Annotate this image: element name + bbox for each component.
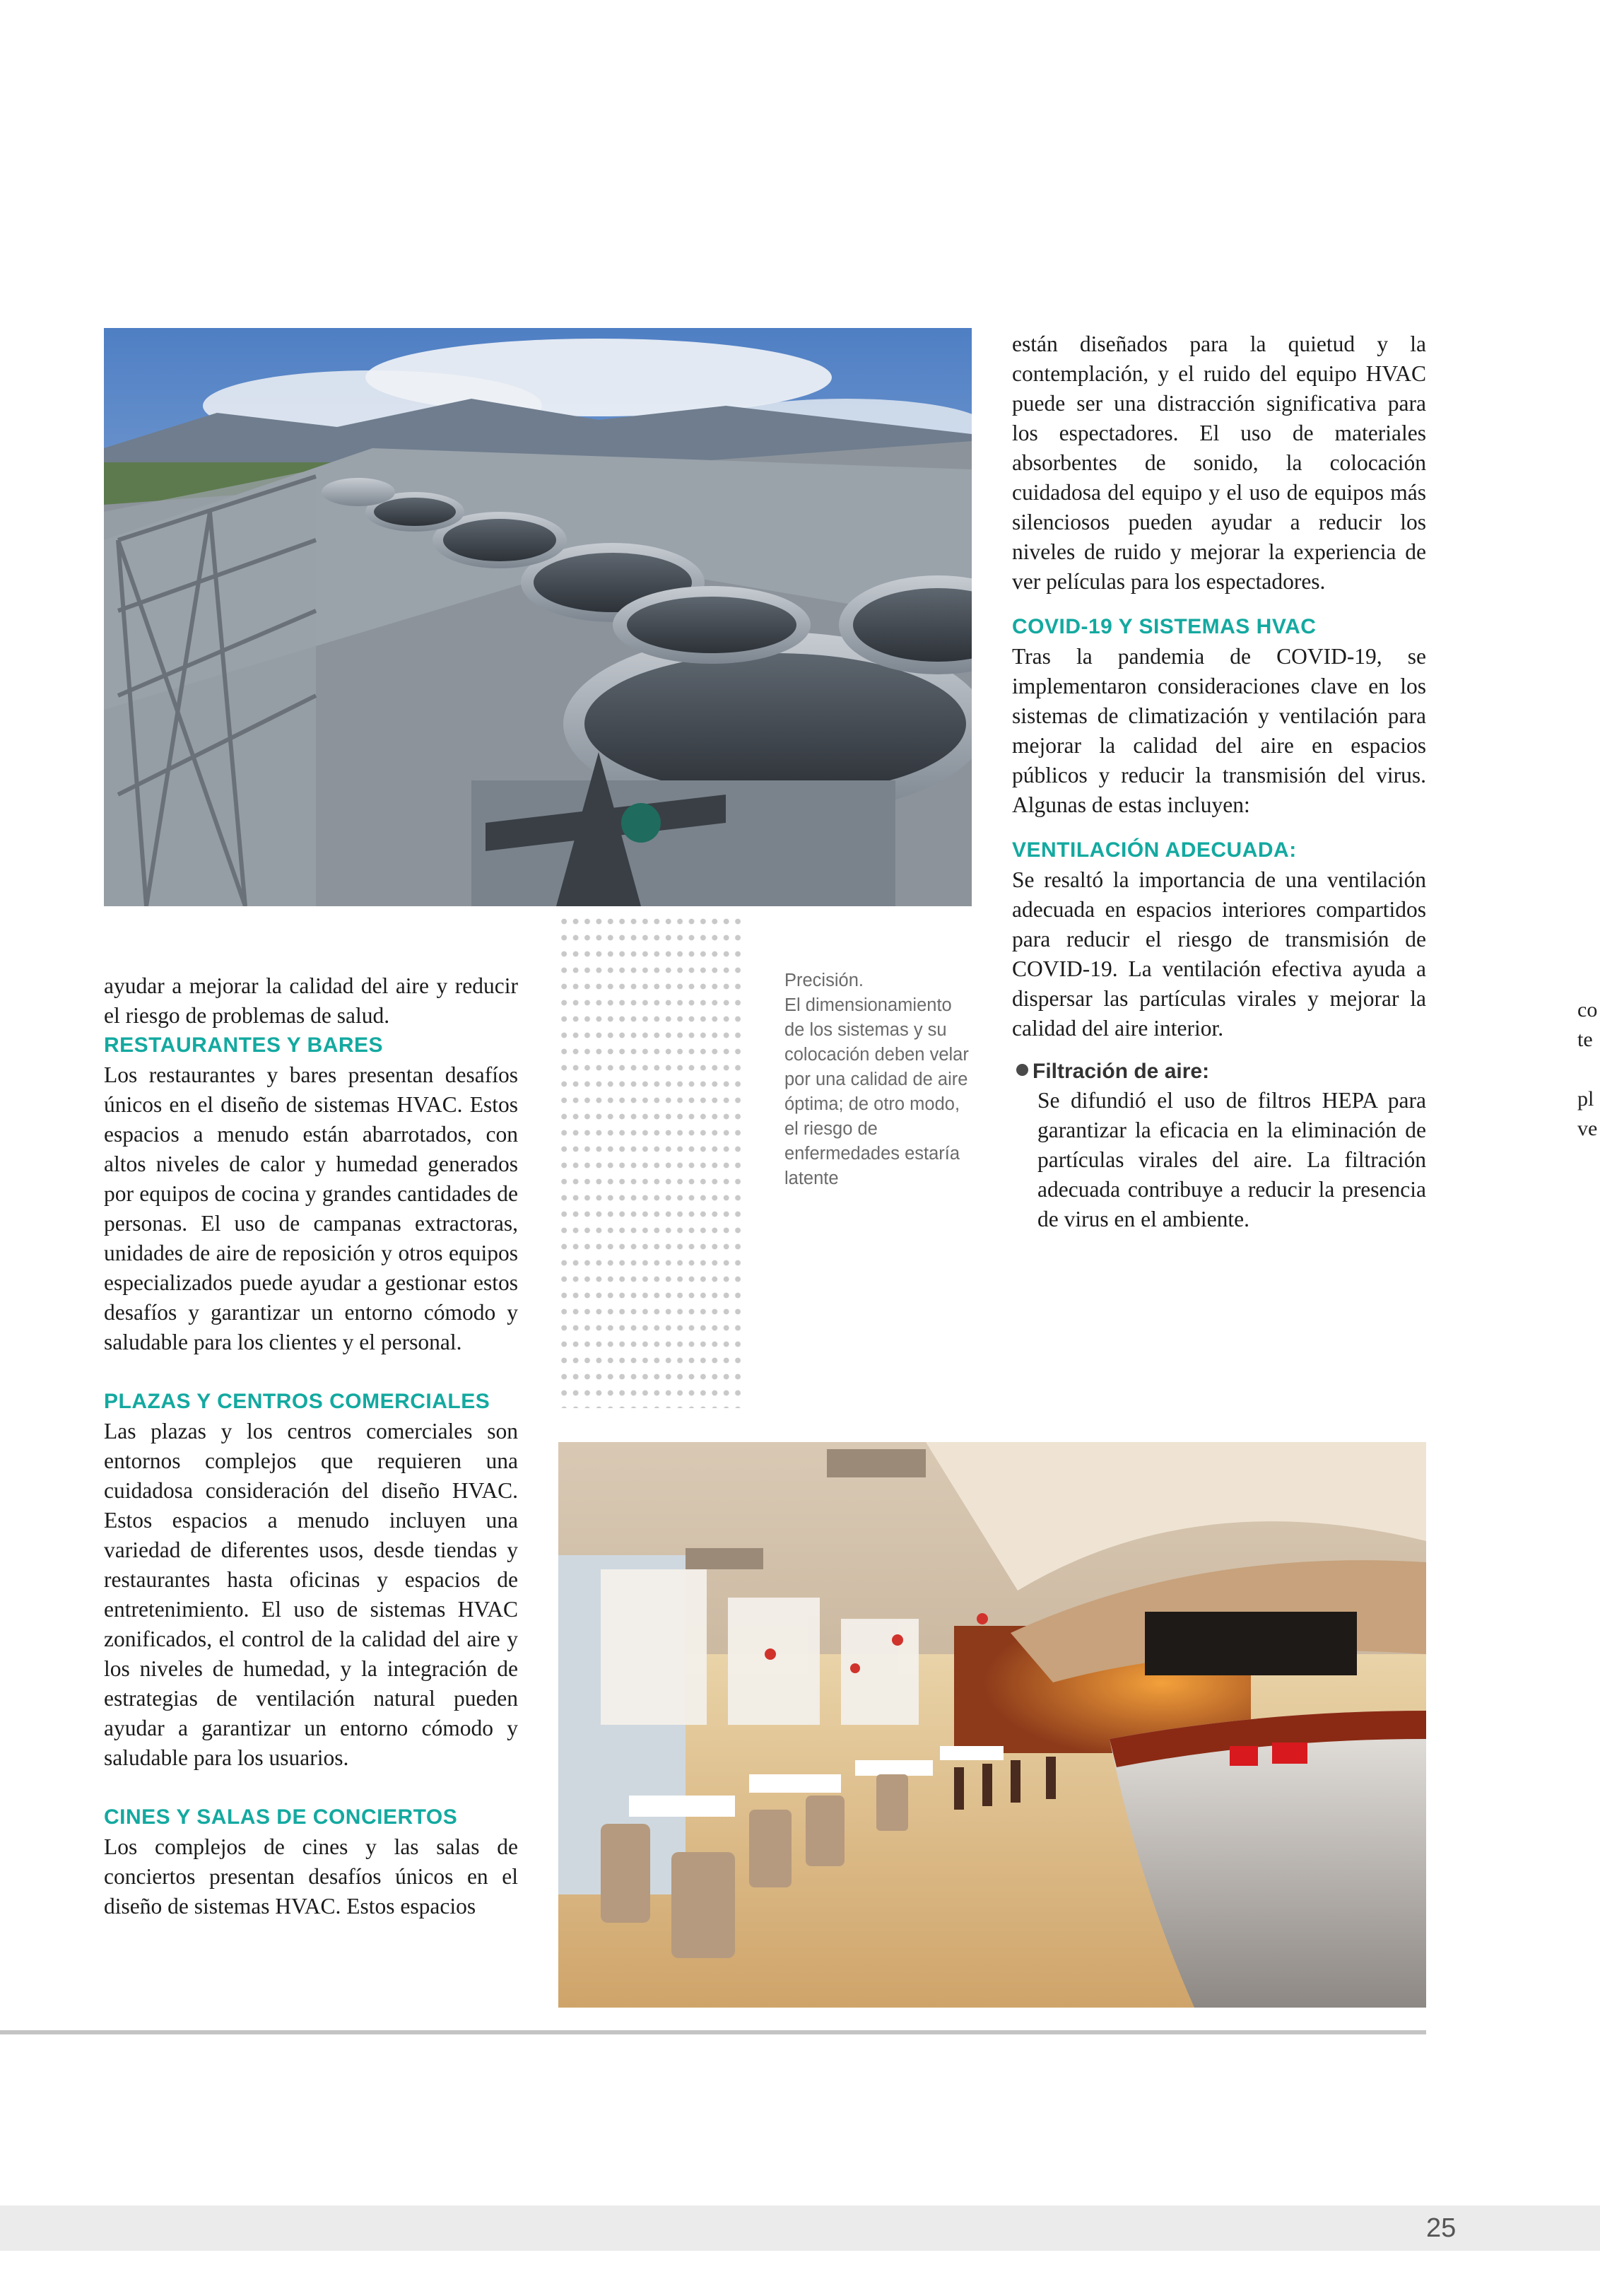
filtracion-heading-label: Filtración de aire: (1033, 1060, 1210, 1083)
footer-bar (0, 2206, 1600, 2251)
adjacent-page-text-2: te (1577, 1028, 1593, 1051)
caption-title: Precisión. (784, 971, 864, 990)
covid-heading: COVID-19 Y SISTEMAS HVAC (1012, 615, 1317, 638)
intro-text: ayudar a mejorar la calidad del aire y reducir el riesgo de problemas de salud. (104, 973, 518, 1028)
restaurantes-heading: RESTAURANTES Y BARES (104, 1033, 384, 1057)
adjacent-page-text-1: co (1577, 998, 1598, 1021)
bottom-rule (0, 2030, 1426, 2034)
caption-text: El dimensionamiento de los sistemas y su colocación deben velar por una calidad de aire óptima; de otro modo, el riesgo de enfermedades estaría latente (784, 995, 969, 1188)
plazas-text: Las plazas y los centros comerciales son entornos complejos que requieren una cuidadosa consideración del diseño HVAC. Estos espacios a menudo incluyen una variedad de diferentes usos, desde tiendas y restaurantes hasta oficinas y espacios de entretenimiento. El uso de sistemas HVAC zonificados, el control de la calidad del aire y los niveles de humedad, y la integración de estrategias de ventilación natural pueden ayudar a garantizar un entorno cómodo y saludable para los usuarios. (104, 1419, 518, 1770)
filtracion-heading (1016, 1058, 1426, 1086)
column-right-top (1012, 329, 1426, 1234)
adjacent-page-text-4: ve (1577, 1117, 1598, 1140)
page-number: 25 (1426, 2213, 1457, 2243)
column-left (104, 971, 518, 1921)
restaurantes-text: Los restaurantes y bares presentan desafíos únicos en el diseño de sistemas HVAC. Estos espacios a menudo están abarrotados, con altos niveles de calor y humedad generados por equipos de cocina y grandes cantidades de personas. El uso de campanas extractoras, unidades de aire de reposición y otros equipos especializados puede ayudar a gestionar estos desafíos y garantizar un entorno cómodo y saludable para los clientes y el personal. (104, 1062, 518, 1354)
filtracion-text: Se difundió el uso de filtros HEPA para garantizar la eficacia en la eliminación de partículas virales del aire. La filtración adecuada contribuye a reducir la presencia de virus en el ambiente. (1037, 1088, 1426, 1231)
covid-text: Tras la pandemia de COVID-19, se implementaron consideraciones clave en los sistemas de climatización y ventilación para mejorar la calidad del aire en espacios públicos y reducir la transmisión del virus. Algunas de estas incluyen: (1012, 644, 1426, 817)
cines-heading: CINES Y SALAS DE CONCIERTOS (104, 1805, 458, 1829)
ventilacion-text: Se resaltó la importancia de una ventilación adecuada en espacios interiores compartidos para reducir el riesgo de transmisión de COVID-19. La ventilación efectiva ayuda a dispersar las partículas virales y mejorar la calidad del aire interior. (1012, 867, 1426, 1041)
photo-caption (784, 968, 975, 1191)
ventilacion-heading: VENTILACIÓN ADECUADA: (1012, 838, 1297, 862)
adjacent-page-text-3: pl (1577, 1087, 1594, 1111)
cines-text: Los complejos de cines y las salas de conciertos presentan desafíos únicos en el diseño de sistemas HVAC. Estos espacios (104, 1834, 518, 1919)
restaurant-photo (558, 1442, 1426, 2008)
filtracion-bullet (1012, 1058, 1426, 1234)
bullet-icon (1016, 1064, 1028, 1076)
cines-continuation-text: están diseñados para la quietud y la contemplación, y el ruido del equipo HVAC puede ser una distracción significativa para los espectadores. El uso de materiales absorbentes de sonido, la colocación cuidadosa del equipo y el uso de equipos más silenciosos pueden ayudar a reducir los niveles de ruido y mejorar la experiencia de ver películas para los espectadores. (1012, 332, 1426, 594)
plazas-heading: PLAZAS Y CENTROS COMERCIALES (104, 1390, 490, 1413)
cooling-towers-photo (104, 328, 972, 906)
dot-pattern (558, 913, 743, 1408)
